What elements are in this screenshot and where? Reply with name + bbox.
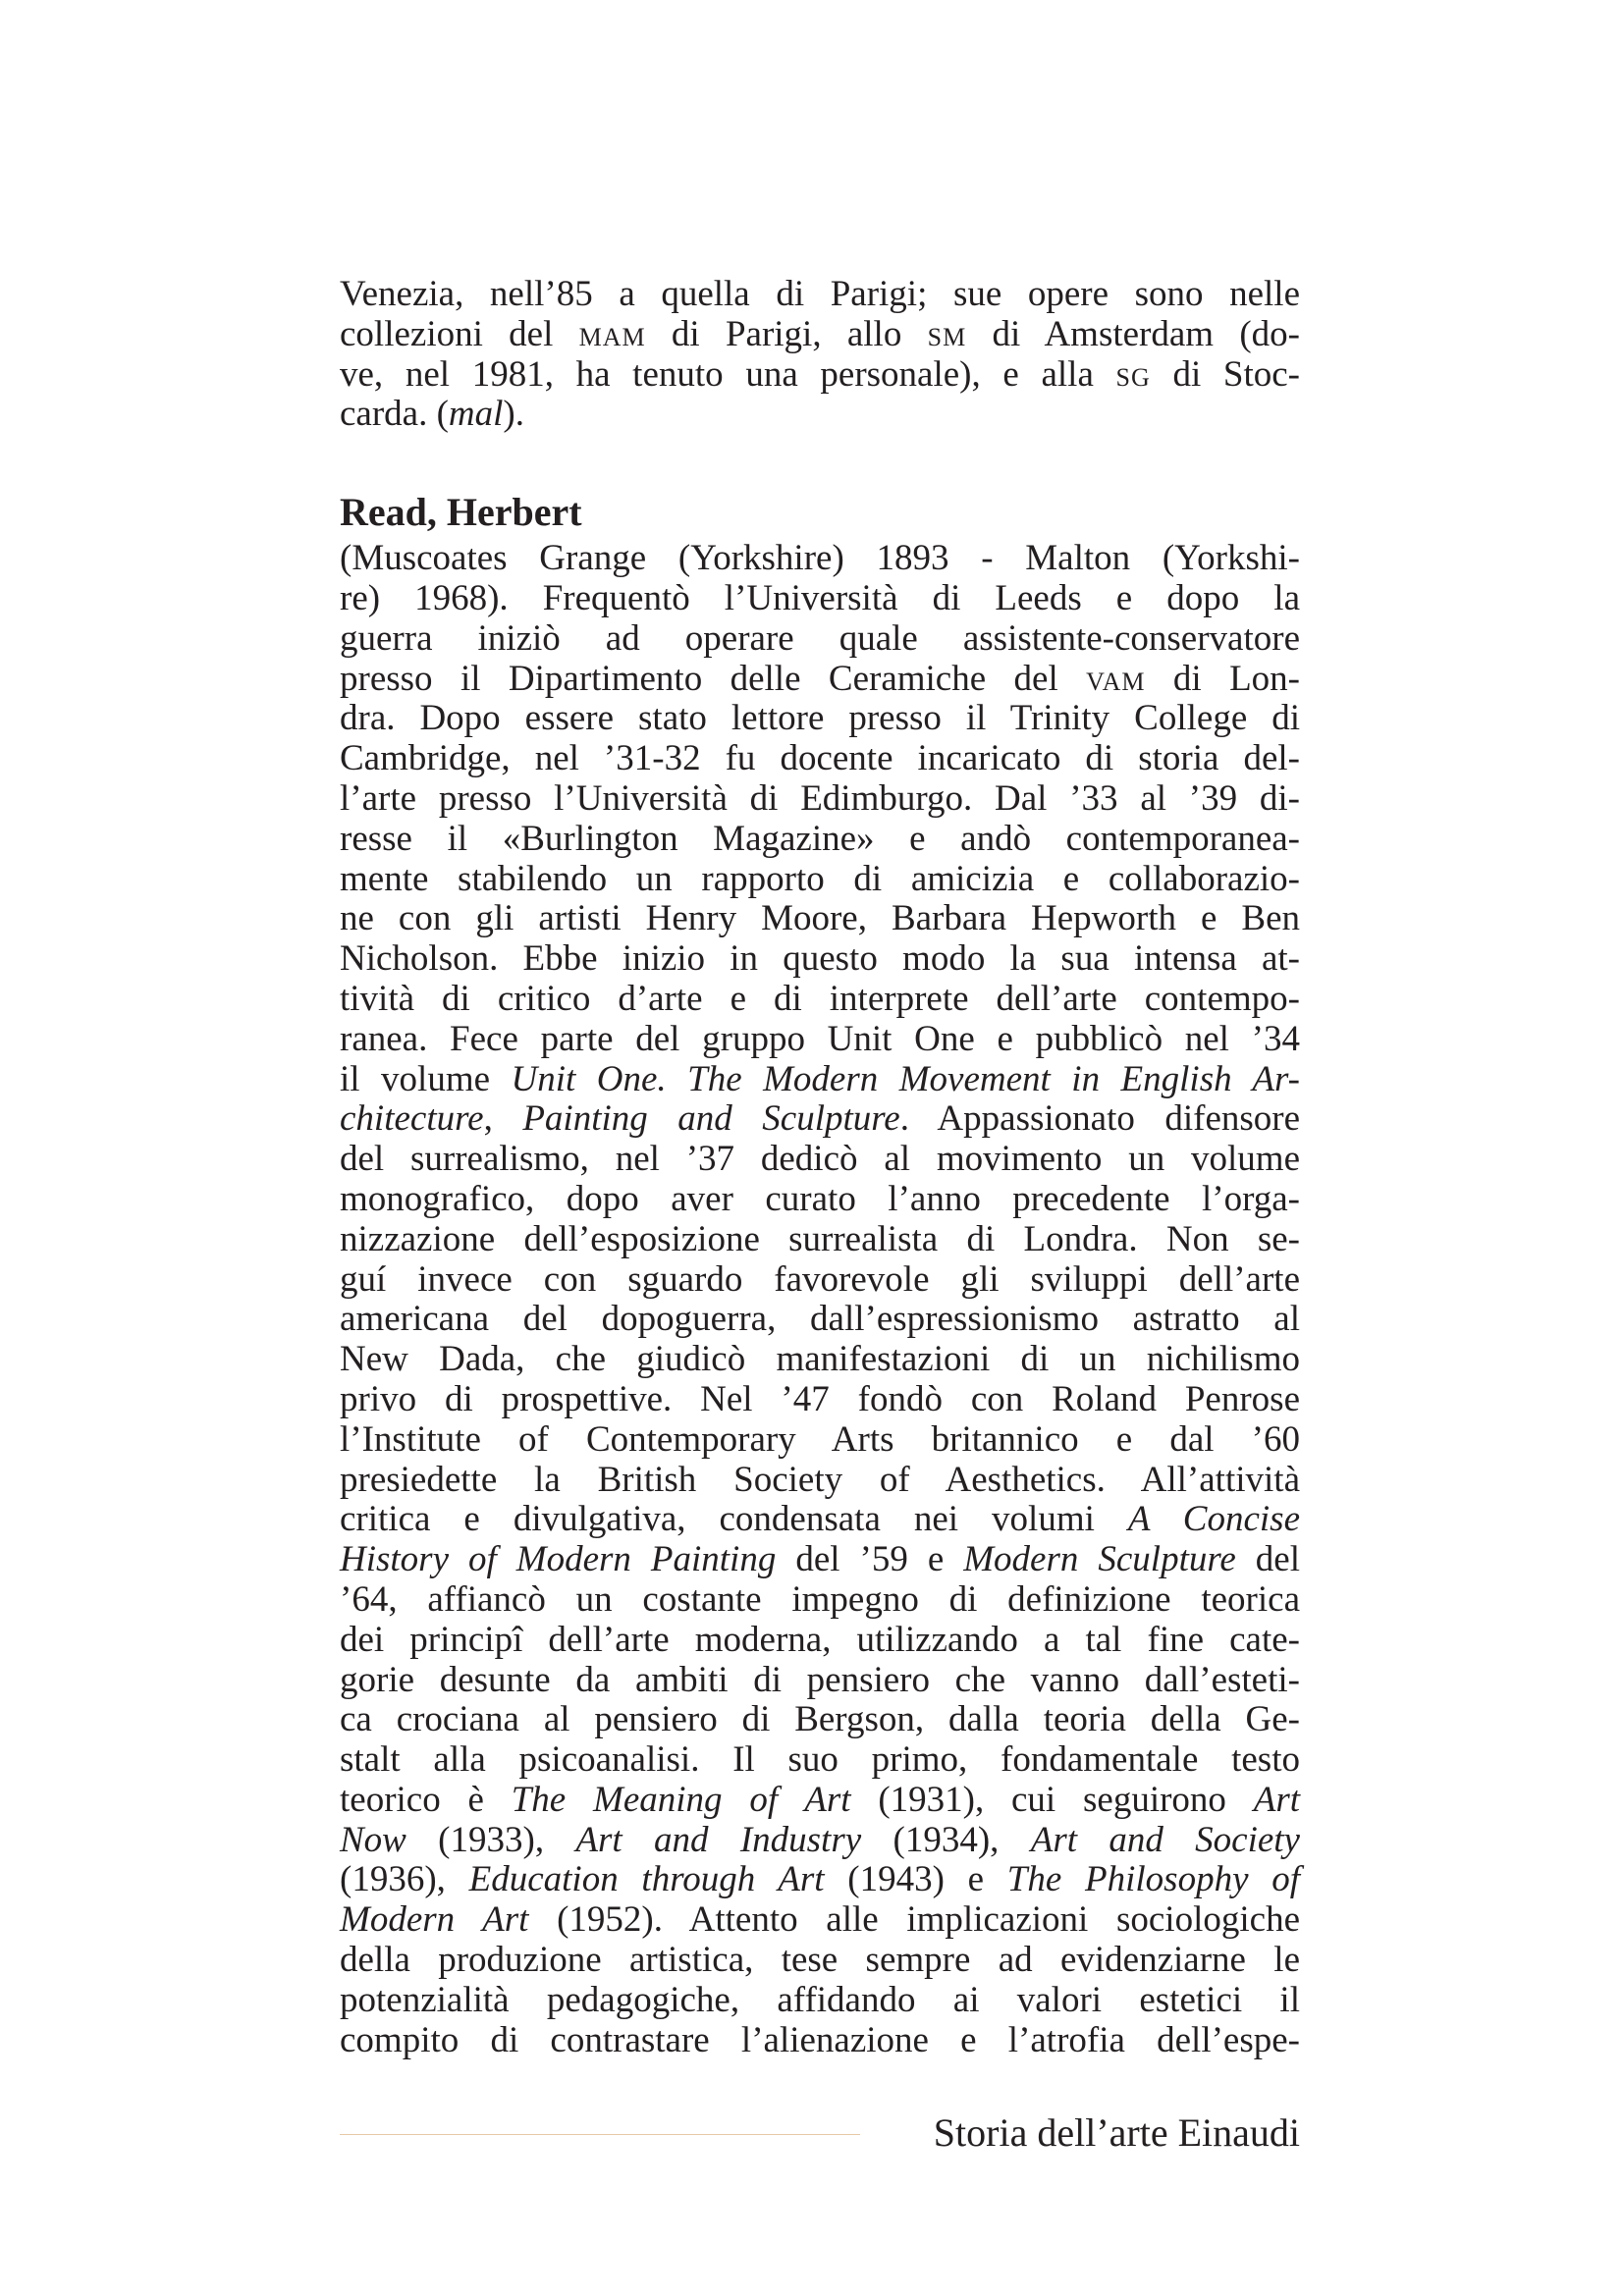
text-line: dei principî dell’arte moderna, utilizzando a tal fine cate- — [340, 1619, 1300, 1660]
italic-text: Education through Art — [468, 1859, 825, 1900]
text-line: presiedette la British Society of Aesthetics. All’attività — [340, 1459, 1300, 1500]
text-line: l’Institute of Contemporary Arts britannico e dal ’60 — [340, 1418, 1300, 1460]
text-line: potenzialità pedagogiche, affidando ai valori estetici il — [340, 1979, 1300, 2020]
text-line: ca crociana al pensiero di Bergson, dalla teoria della Ge- — [340, 1699, 1300, 1740]
text-line: teorico è The Meaning of Art (1931), cui seguirono Art — [340, 1779, 1300, 1820]
text-line: americana del dopoguerra, dall’espressionismo astratto al — [340, 1299, 1300, 1340]
text-line: del surrealismo, nel ’37 dedicò al movimento un volume — [340, 1139, 1300, 1180]
small-caps-abbr: mam — [578, 313, 646, 354]
text-line: collezioni del mam di Parigi, allo sm di Amsterdam (do- — [340, 313, 1300, 354]
footer-title: Storia dell’arte Einaudi — [933, 2110, 1300, 2155]
footer-rule — [340, 2134, 860, 2135]
text-line: Cambridge, nel ’31-32 fu docente incaricato di storia del- — [340, 738, 1300, 779]
entry-body — [340, 539, 1300, 2060]
text-line: New Dada, che giudicò manifestazioni di un nichilismo — [340, 1339, 1300, 1380]
italic-text: Art and Society — [1030, 1819, 1300, 1860]
italic-text: History of Modern Painting — [340, 1539, 777, 1580]
italic-text: mal — [448, 394, 504, 435]
text-line: ’64, affiancò un costante impegno di definizione teorica — [340, 1578, 1300, 1620]
text-line: History of Modern Painting del ’59 e Modern Sculpture del — [340, 1539, 1300, 1580]
italic-text: Painting and Sculpture — [522, 1098, 900, 1140]
text-line: della produzione artistica, tese sempre ad evidenziarne le — [340, 1940, 1300, 1981]
text-line: carda. (mal). — [340, 394, 524, 435]
text-line: ve, nel 1981, ha tenuto una personale), e alla sg di Stoc- — [340, 353, 1300, 395]
italic-text: Now — [340, 1819, 406, 1860]
text-line: chitecture, Painting and Sculpture. Appassionato difensore — [340, 1098, 1301, 1140]
italic-text: The Philosophy of — [1006, 1859, 1300, 1900]
text-line: presso il Dipartimento delle Ceramiche del vam di Lon- — [340, 658, 1300, 699]
text-line: mente stabilendo un rapporto di amicizia e collaborazio- — [340, 858, 1300, 899]
page-footer — [340, 2109, 1300, 2158]
text-line: guerra iniziò ad operare quale assistente-conservatore — [340, 617, 1300, 659]
italic-text: Art — [1253, 1779, 1300, 1820]
text-line: (Muscoates Grange (Yorkshire) 1893 - Malton (Yorkshi- — [340, 538, 1300, 579]
text-line: ranea. Fece parte del gruppo Unit One e pubblicò nel ’34 — [340, 1018, 1300, 1059]
text-line: ne con gli artisti Henry Moore, Barbara Hepworth e Ben — [340, 898, 1300, 939]
text-line: compito di contrastare l’alienazione e l’atrofia dell’espe- — [340, 2019, 1300, 2060]
italic-text: Modern Art — [340, 1899, 529, 1941]
italic-text: The Meaning of Art — [511, 1779, 851, 1820]
text-line: dra. Dopo essere stato lettore presso il Trinity College di — [340, 698, 1300, 739]
page-body — [340, 275, 1300, 2060]
small-caps-abbr: sm — [927, 313, 967, 354]
text-line: Now (1933), Art and Industry (1934), Art and Society — [340, 1819, 1300, 1860]
italic-text: chitecture — [340, 1098, 484, 1140]
text-line: resse il «Burlington Magazine» e andò contemporanea- — [340, 818, 1300, 859]
text-line: privo di prospettive. Nel ’47 fondò con Roland Penrose — [340, 1378, 1300, 1419]
text-line: (1936), Education through Art (1943) e The Philosophy of — [340, 1859, 1300, 1900]
italic-text: Unit One. The Modern Movement in English Ar- — [511, 1058, 1300, 1099]
text-line: critica e divulgativa, condensata nei volumi A Concise — [340, 1499, 1300, 1540]
text-line: tività di critico d’arte e di interprete dell’arte contempo- — [340, 978, 1300, 1019]
text-line: Modern Art (1952). Attento alle implicazioni sociologiche — [340, 1899, 1300, 1941]
small-caps-abbr: sg — [1115, 353, 1151, 395]
text-line: stalt alla psicoanalisi. Il suo primo, fondamentale testo — [340, 1739, 1300, 1781]
intro-paragraph — [340, 275, 1300, 435]
italic-text: A Concise — [1127, 1499, 1300, 1540]
text-line: gorie desunte da ambiti di pensiero che vanno dall’esteti- — [340, 1659, 1300, 1700]
text-line: Nicholson. Ebbe inizio in questo modo la sua intensa at- — [340, 938, 1300, 980]
text-line: nizzazione dell’esposizione surrealista di Londra. Non se- — [340, 1218, 1300, 1259]
text-line: guí invece con sguardo favorevole gli sviluppi dell’arte — [340, 1258, 1300, 1300]
text-line: monografico, dopo aver curato l’anno precedente l’orga- — [340, 1178, 1300, 1219]
entry-heading: Read, Herbert — [340, 490, 582, 535]
text-line: il volume Unit One. The Modern Movement in English Ar- — [340, 1058, 1300, 1099]
text-line: Venezia, nell’85 a quella di Parigi; sue opere sono nelle — [340, 274, 1300, 314]
small-caps-abbr: vam — [1086, 658, 1146, 699]
italic-text: Art and Industry — [575, 1819, 862, 1860]
italic-text: Modern Sculpture — [963, 1539, 1236, 1580]
text-line: re) 1968). Frequentò l’Università di Leeds e dopo la — [340, 577, 1300, 618]
text-line: l’arte presso l’Università di Edimburgo. Dal ’33 al ’39 di- — [340, 777, 1300, 819]
